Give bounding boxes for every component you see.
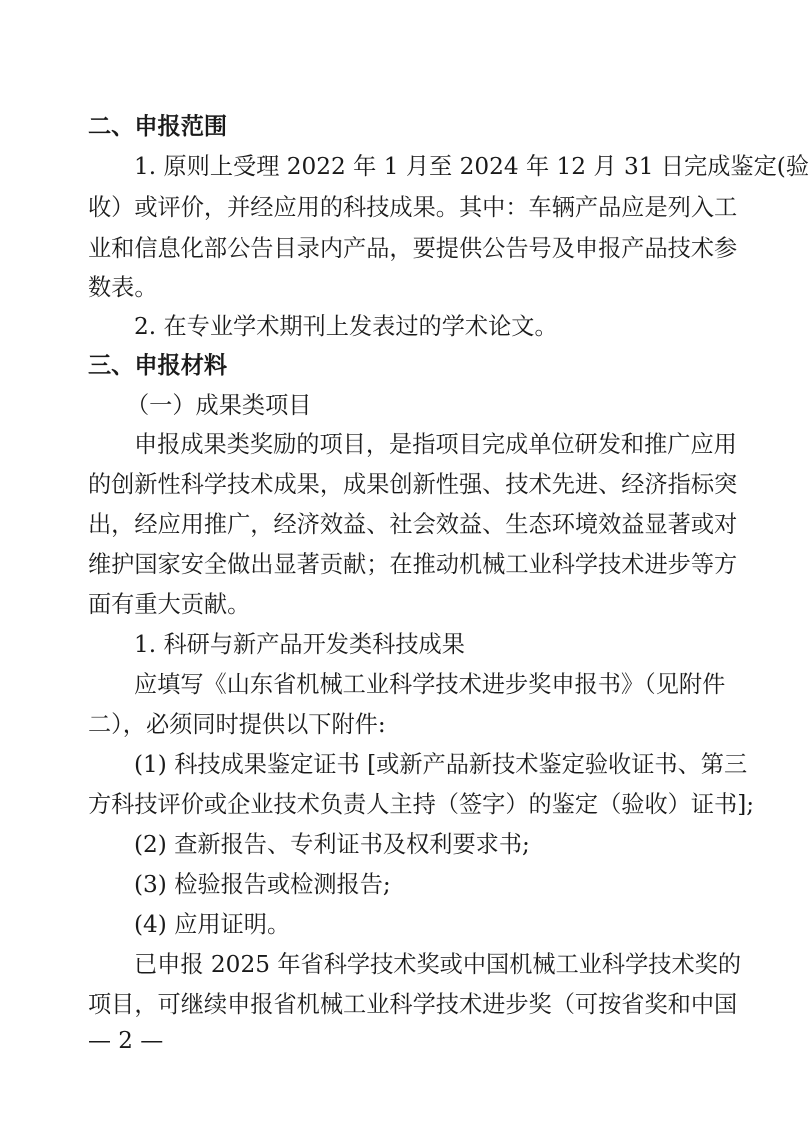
paragraph-line: 二），必须同时提供以下附件: <box>88 711 386 738</box>
paragraph-line: 已申报 2025 年省科学技术奖或中国机械工业科学技术奖的 <box>134 951 742 978</box>
paragraph-line: 业和信息化部公告目录内产品，要提供公告号及申报产品技术参 <box>88 235 738 262</box>
section-heading-scope: 二、申报范围 <box>88 113 228 140</box>
paragraph-line: 方科技评价或企业技术负责人主持（签字）的鉴定（验收）证书]; <box>88 791 755 818</box>
section-heading-materials: 三、申报材料 <box>88 352 228 379</box>
paragraph-line: 应填写《山东省机械工业科学技术进步奖申报书》（见附件 <box>134 671 726 698</box>
page-number: — 2 — <box>88 1028 164 1054</box>
paragraph-line: 1. 原则上受理 2022 年 1 月至 2024 年 12 月 31 日完成鉴定(验 <box>134 153 809 180</box>
list-item: (1) 科技成果鉴定证书 [或新产品新技术鉴定验收证书、第三 <box>134 751 748 778</box>
paragraph-line: 收）或评价，并经应用的科技成果。其中：车辆产品应是列入工 <box>88 194 738 221</box>
paragraph-line: 项目，可继续申报省机械工业科学技术进步奖（可按省奖和中国 <box>88 991 738 1018</box>
paragraph-line: 2. 在专业学术期刊上发表过的学术论文。 <box>134 313 558 340</box>
paragraph-line: 维护国家安全做出显著贡献；在推动机械工业科学技术进步等方 <box>88 551 738 578</box>
paragraph-line: 出，经应用推广，经济效益、社会效益、生态环境效益显著或对 <box>88 511 738 538</box>
paragraph-line: 的创新性科学技术成果，成果创新性强、技术先进、经济指标突 <box>88 471 738 498</box>
paragraph-line: 数表。 <box>88 274 158 301</box>
paragraph-line: 1. 科研与新产品开发类科技成果 <box>134 631 465 658</box>
subsection-heading: （一）成果类项目 <box>126 392 312 419</box>
list-item: (4) 应用证明。 <box>134 911 291 938</box>
list-item: (2) 查新报告、专利证书及权利要求书; <box>134 831 530 858</box>
paragraph-line: 面有重大贡献。 <box>88 591 251 618</box>
paragraph-line: 申报成果类奖励的项目，是指项目完成单位研发和推广应用 <box>134 431 737 458</box>
list-item: (3) 检验报告或检测报告; <box>134 871 391 898</box>
